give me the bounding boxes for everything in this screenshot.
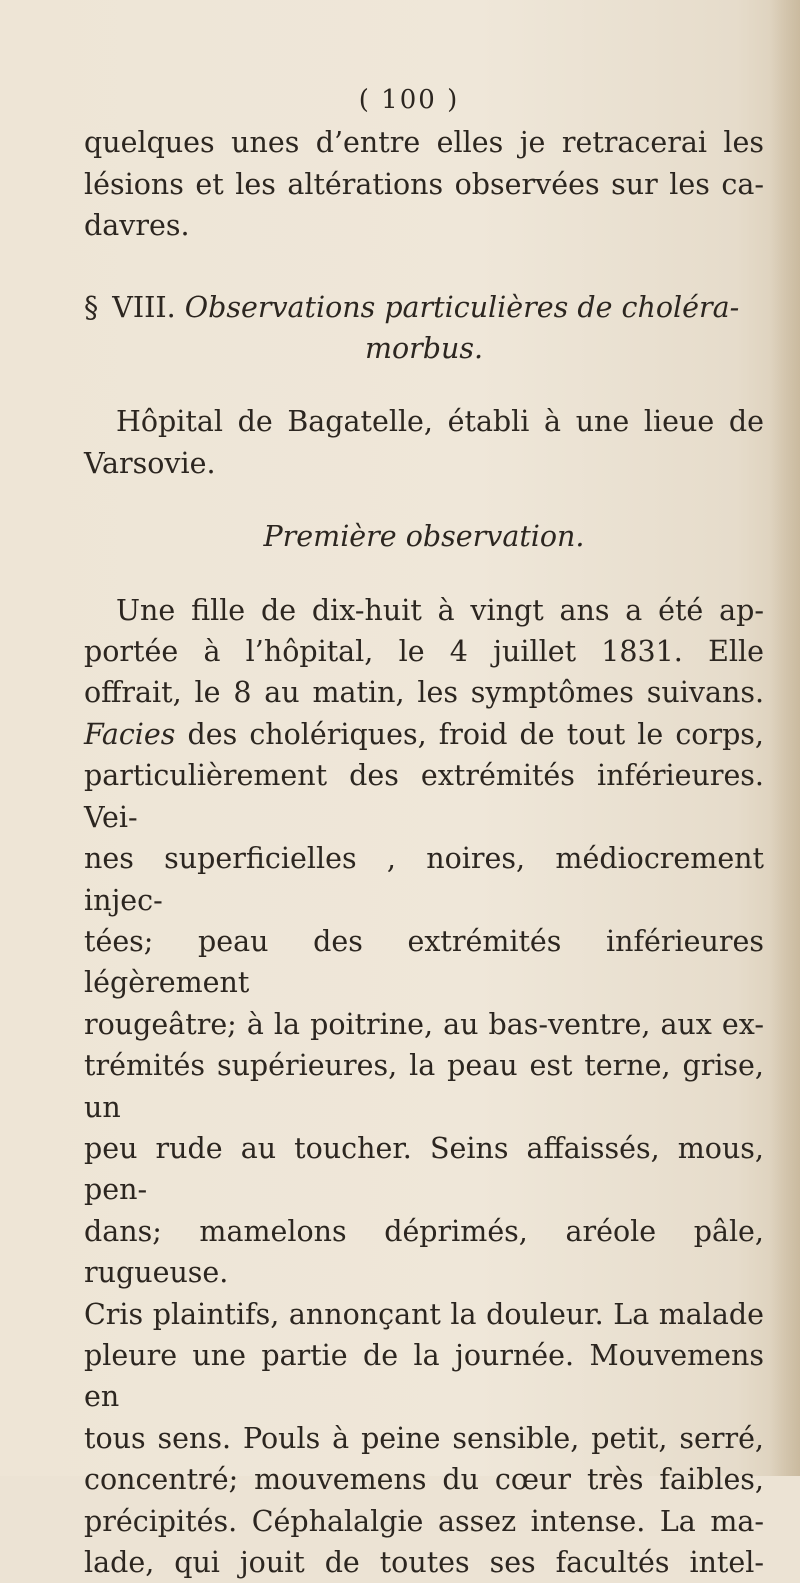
observation-line: précipités. Céphalalgie assez intense. La ma- [84,1504,764,1538]
intro-line: lésions et les altérations observées sur les ca- [84,167,764,201]
observation-line [84,714,764,755]
observation-line: pleure une partie de la journée. Mouvemens en [84,1338,764,1414]
location-paragraph [84,401,764,484]
observation-line: peu rude au toucher. Seins affaissés, mous, pen- [84,1131,764,1207]
observation-line: rougeâtre; à la poitrine, au bas-ventre, aux ex- [84,1007,764,1041]
observation-line: lade, qui jouit de toutes ses facultés intel- [84,1546,764,1579]
observation-line: nes superficielles , noires, médiocrement injec- [84,842,764,917]
section-title: Observations particulières de choléra- [184,290,740,324]
observation-line: trémités supérieures, la peau est terne, grise, un [84,1049,764,1124]
observation-line: tées; peau des extrémités inférieures légèrement [84,924,764,1000]
location-line: Hôpital de Bagatelle, établi à une lieue de [116,405,764,439]
intro-line: davres. [84,209,190,243]
section-mark: § [84,290,99,324]
observation-line: Une fille de dix-huit à vingt ans a été ap- [116,593,764,627]
location-line: Varsovie. [84,446,216,480]
facies-term: Facies [84,717,176,751]
observation-heading: Première observation. [263,520,585,554]
observation-line: concentré; mouvemens du cœur très faibles, [84,1463,764,1497]
intro-line: quelques unes d’entre elles je retracerai les [84,126,764,160]
observation-line: portée à l’hôpital, le 4 juillet 1831. Elle [84,635,764,669]
section-numeral: VIII. [112,290,176,324]
page-edge-shadow [770,0,800,1476]
observation-paragraph [84,590,764,1583]
observation-line: Cris plaintifs, annonçant la douleur. La malade [84,1297,764,1331]
section-heading-line [84,287,764,328]
intro-paragraph [84,122,764,246]
observation-line: particulièrement des extrémités inférieures. Vei- [84,759,764,834]
observation-line: tous sens. Pouls à peine sensible, petit, serré, [84,1421,764,1455]
observation-line: offrait, le 8 au matin, les symptômes suivans. [84,676,764,710]
observation-line: dans; mamelons déprimés, aréole pâle, rugueuse. [84,1214,764,1290]
observation-line-rest: des cholériques, froid de tout le corps, [175,717,764,751]
page-text [84,80,764,1583]
page-number: ( 100 ) [358,85,460,115]
section-heading [84,287,764,370]
section-title-continued: morbus. [364,332,484,366]
